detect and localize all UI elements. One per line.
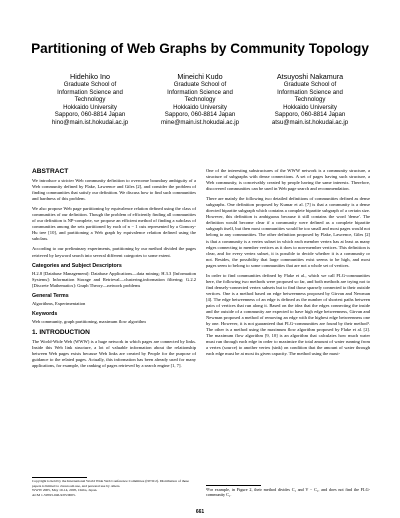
affiliation-line: Technology bbox=[294, 96, 326, 104]
categories-heading: Categories and Subject Descriptors bbox=[32, 262, 122, 269]
body-paragraph: There are mainly the following two detailed definitions of communities defined as dense subgraphs. One definition proposed by Kumar et al. [7] is that a community is a dense directed bipartite subgraph which contains a complete bipartite subgraph of a certain size. However, this definition is ambiguous because it still contains the word 'dense'. The definition would become clear if a community were defined as a complete bipartite subgraph itself, but then most communities would be too small and most pages would not belong to any communities. The other definition proposed by Flake, Lawrence, Giles [2] is that a community is a vertex subset in which each member vertex has at least as many edges connecting to member vertices as it does to non-member vertices. This definition is clear, and for every vertex subset, it is possible to decide whether it is a community or not. Besides, the possibility that large communities exist seems to be high, and most pages seem to belong to some communities that are not a whole set of vertices. bbox=[206, 196, 370, 268]
abstract-paragraph: According to our preliminary experiments, partitioning by our method divided the pages retrieved by keyword search into several different categories to some extent. bbox=[32, 246, 196, 258]
introduction-paragraph: The World-Wide Web (WWW) is a huge network in which pages are connected by links. Inside this Web link structure, a lot of valuable information about the relationship between Web pages exists because Web links are created by People for the purpose of guidance to the related pages. Actually, this information has been already used for many applications, for example, the ranking of pages retrieved by a search engine [1, 7]. bbox=[32, 338, 196, 368]
categories-text: H.2.8 [Database Management]: Database Applications—data mining; H.3.3 [Information Systems]: Information Storage and Retrieval—clustering,information filtering; G.2.2 [Discrete Mathematics]: Graph Theory—network problems bbox=[32, 270, 196, 288]
affiliation-line: Graduate School of bbox=[173, 81, 227, 88]
author-name: Hidehiko Ino bbox=[70, 72, 110, 81]
right-column bbox=[206, 168, 370, 361]
affiliation-line: Sapporo, 060-8814 Japan bbox=[274, 111, 346, 119]
affiliation-line: Technology bbox=[74, 96, 106, 104]
author-2 bbox=[140, 72, 260, 127]
abstract-heading: ABSTRACT bbox=[32, 168, 69, 175]
body-paragraph: In order to find communities defined by Flake et al., which we call FLG-communities here, the following two methods were proposed so far, and both methods are trying not to find densely-connected vertex subsets but to find those sparsely connected to their outside vertices. One is a method based on edge betweenness proposed by Girvan and Newman [4]. The edge betweenness of an edge is defined as the number of shortest paths between pairs of vertices that run along it. Based on the idea that the edges connecting the inside and the outside of a community are expected to have high edge betweenness, Girvan and Newman proposed a method of removing an edge with the highest edge betweenness one by one. However, it is not guaranteed that FLG-communities are found by their method¹. The other is a method using the maximum flow algorithm proposed by Flake et al. [2]. The maximum flow algorithm [9, 10] is an algorithm that calculates how much water must run through each edge in order to maximize the total amount of water running from a vertex (source) to another vertex (sink) on condition that the amount of water through each edge must be at most its given capacity. The method using the maxi- bbox=[206, 272, 370, 357]
affiliation-line: Graduate School of bbox=[283, 81, 337, 88]
affiliation-line: Information Science and bbox=[277, 88, 343, 96]
keywords-heading: Keywords bbox=[32, 310, 58, 317]
author-email: mine@main.ist.hokudai.ac.jp bbox=[161, 118, 239, 126]
footnote-divider bbox=[206, 485, 261, 486]
affiliation-line: Information Science and bbox=[57, 88, 123, 96]
affiliation-line: Sapporo, 060-8814 Japan bbox=[164, 111, 236, 119]
left-column bbox=[32, 168, 196, 373]
copyright-text: Copyright is held by the International World Wide Web Conference Committee (IW3C2). Distribution of these papers is limited to classroom use, and personal use by others. WWW 2005, May 10-14, 2005, Chiba, Japan. ACM 1-59593-046-9/05/0005. bbox=[32, 479, 189, 497]
affiliation-line: Information Science and bbox=[167, 88, 233, 96]
general-terms-heading: General Terms bbox=[32, 292, 69, 299]
affiliation-line: Graduate School of bbox=[63, 81, 117, 88]
affiliation-line: Sapporo, 060-8814 Japan bbox=[54, 111, 126, 119]
copyright-notice bbox=[32, 479, 196, 497]
author-name: Mineichi Kudo bbox=[177, 72, 223, 81]
affiliation-line: Hokkaido University bbox=[173, 103, 227, 111]
copyright-divider bbox=[32, 477, 87, 478]
keywords-text: Web community, graph partitioning, maximum flow algorithm bbox=[32, 318, 146, 324]
footnote: ¹For example, in Figure 2, their method divides C₁ and V − C₁, and does not find the FLG-community C₁. bbox=[206, 487, 370, 498]
author-1 bbox=[30, 72, 150, 127]
abstract-paragraph: We also propose Web page partitioning by equivalence relation defined using the class of communities of our definition. Though the problem of efficiently finding all communities of our definition is NP-complete, we propose an efficient method of finding a subclass of communities among the sets partitioned by each of n − 1 cuts represented by a Gomory-Hu tree [10], and partitioning a Web graph by equivalence relation defined using the subclass. bbox=[32, 206, 196, 242]
general-terms-text: Algorithms, Experimentation bbox=[32, 300, 86, 306]
author-email: atsu@main.ist.hokudai.ac.jp bbox=[271, 118, 349, 126]
affiliation-line: Hokkaido University bbox=[283, 103, 337, 111]
affiliation-line: Technology bbox=[184, 96, 216, 104]
body-paragraph: One of the interesting substructures of the WWW network is a community structure, a structure of subgraphs with dense connections. A set of pages having such structure, a Web community, is conceivably created by people having the same interests. Therefore, discovered communities can be used in Web page search and recommendation. bbox=[206, 168, 370, 192]
introduction-heading: 1. INTRODUCTION bbox=[32, 328, 90, 336]
abstract-paragraph: We introduce a stricter Web community definition to overcome boundary ambiguity of a Web community defined by Flake, Lawrence and Giles [2], and consider the problem of finding communities that satisfy our definition. We discuss how to find such communities and hardness of this problem. bbox=[32, 178, 196, 202]
page-number: 661 bbox=[195, 509, 205, 515]
affiliation-line: Hokkaido University bbox=[63, 103, 117, 111]
paper-title: Partitioning of Web Graphs by Community Topology bbox=[31, 41, 369, 56]
author-3 bbox=[250, 72, 370, 127]
author-email: hino@main.ist.hokudai.ac.jp bbox=[51, 118, 129, 126]
author-name: Atsuyoshi Nakamura bbox=[276, 72, 344, 81]
